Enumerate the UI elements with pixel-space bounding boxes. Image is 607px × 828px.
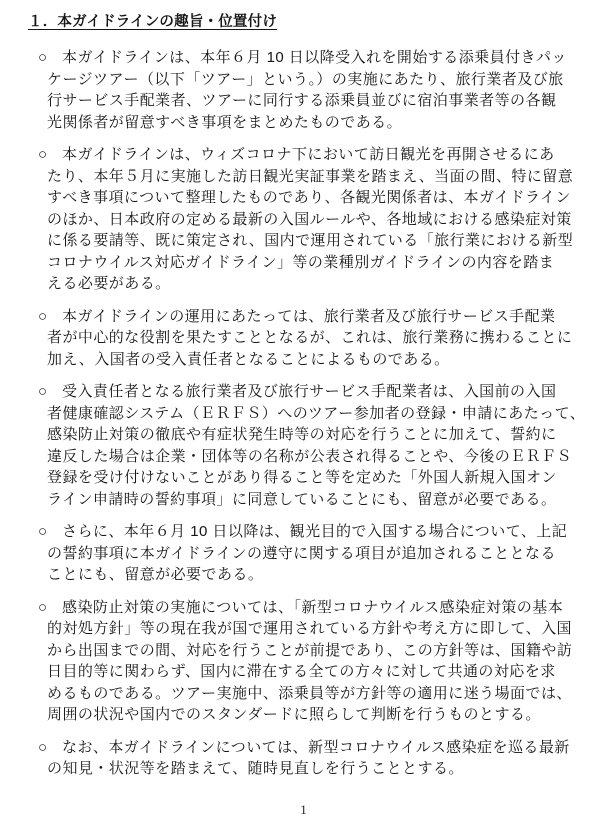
paragraph-line: 者健康確認システム（ＥＲＦＳ）へのツアー参加者の登録・申請にあたって、 (47, 404, 586, 422)
paragraph (0, 597, 607, 726)
list-bullet-icon: ○ (38, 383, 48, 400)
paragraph-line: ことにも、留意が必要である。 (47, 566, 264, 583)
paragraph-line: ライン申請時の誓約事項」に同意していることにも、留意が必要である。 (47, 490, 557, 508)
paragraph-first-line (0, 144, 607, 166)
paragraph-line: 的対処方針」等の現在我が国で運用されている方針や考え方に即して、入国 (47, 620, 573, 637)
paragraph-line: すべき事項について整理したものであり、各観光関係者は、本ガイドライン (47, 189, 571, 206)
paragraph (0, 306, 607, 371)
paragraph-line: から出国までの間、対応を行うことが前提であり、この方針等は、国籍や訪 (47, 641, 573, 659)
paragraph-first-line (0, 381, 607, 403)
paragraph-list (0, 47, 607, 780)
paragraph-line: の知見・状況等を踏まえて、随時見直しを行うこととする。 (47, 760, 464, 777)
paragraph (0, 381, 607, 510)
paragraph-line: コロナウイルス対応ガイドライン」等の業種別ガイドラインの内容を踏ま (47, 253, 555, 271)
list-bullet-icon: ○ (38, 49, 48, 66)
paragraph (0, 144, 607, 295)
line-text: 本ガイドラインは、ウィズコロナ下において訪日観光を再開させるにあ (62, 146, 555, 163)
line-text: 本ガイドラインは、本年６月 10 日以降受入れを開始する添乗員付きパッ (62, 49, 567, 66)
paragraph-line: 加え、入国者の受入責任者となることによるものである。 (47, 350, 450, 368)
list-bullet-icon: ○ (38, 523, 48, 540)
paragraph-line: 行サービス手配業者、ツアーに同行する添乗員並びに宿泊事業者等の各観 (47, 92, 557, 109)
paragraph-line: 登録を受け付けないことがあり得ること等を定めた「外国人新規入国オン (47, 469, 557, 486)
page-number: 1 (300, 802, 307, 817)
list-bullet-icon: ○ (38, 307, 48, 325)
paragraph-line: の誓約事項に本ガイドラインの遵守に関する項目が追加されることとなる (47, 544, 556, 562)
paragraph-line: たり、本年５月に実施した訪日観光実証事業を踏まえ、当面の間、特に留意 (47, 167, 574, 185)
line-text: なお、本ガイドラインについては、新型コロナウイルス感染症を巡る最新 (62, 738, 570, 756)
line-text: 受入責任者となる旅行業者及び旅行サービス手配業者は、入国前の入国 (62, 383, 557, 400)
paragraph-line: ケージツアー（以下「ツアー」という。）の実施にあたり、旅行業者及び旅 (47, 70, 564, 88)
paragraph-first-line (0, 597, 607, 619)
line-text: 本ガイドラインの運用にあたっては、旅行業者及び旅行サービス手配業 (62, 307, 556, 325)
paragraph-line: 日目的等に関わらず、国内に滞在する全ての方々に対して共通の対応を求 (47, 663, 556, 680)
list-bullet-icon: ○ (38, 146, 48, 163)
paragraph (0, 737, 607, 780)
paragraph-line: めるものである。ツアー実施中、添乗員等が方針等の適用に迷う場面では、 (47, 684, 572, 702)
paragraph-first-line (0, 521, 607, 543)
document-page (0, 13, 607, 828)
paragraph-line: 者が中心的な役割を果たすこととなるが、これは、旅行業務に携わることに (47, 329, 573, 346)
paragraph (0, 47, 607, 133)
paragraph-first-line (0, 47, 607, 69)
paragraph-first-line (0, 737, 607, 759)
line-text: さらに、本年６月 10 日以降は、観光目的で入国する場合について、上記 (62, 523, 568, 540)
paragraph (0, 521, 607, 586)
paragraph-line: 光関係者が留意すべき事項をまとめたものである。 (47, 113, 403, 131)
list-bullet-icon: ○ (38, 738, 48, 756)
paragraph-line: のほか、日本政府の定める最新の入国ルールや、各地域における感染症対策 (47, 210, 572, 228)
paragraph-line: える必要がある。 (47, 275, 171, 292)
section-title: １．本ガイドラインの趣旨・位置付け (28, 14, 278, 30)
paragraph-line: 違反した場合は企業・団体等の名称が公表され得ることや、今後のＥＲＦＳ (47, 447, 573, 465)
line-text: 感染防止対策の実施については、「新型コロナウイルス感染症対策の基本 (62, 598, 564, 616)
paragraph-line: 感染防止対策の徹底や有症状発生時等の対応を行うことに加えて、誓約に (47, 426, 557, 443)
paragraph-line: に係る要請等、既に策定され、国内で運用されている「旅行業における新型 (47, 232, 574, 249)
list-bullet-icon: ○ (38, 598, 48, 616)
paragraph-line: 周囲の状況や国内でのスタンダードに照らして判断を行うものとする。 (47, 706, 541, 723)
paragraph-first-line (0, 306, 607, 328)
